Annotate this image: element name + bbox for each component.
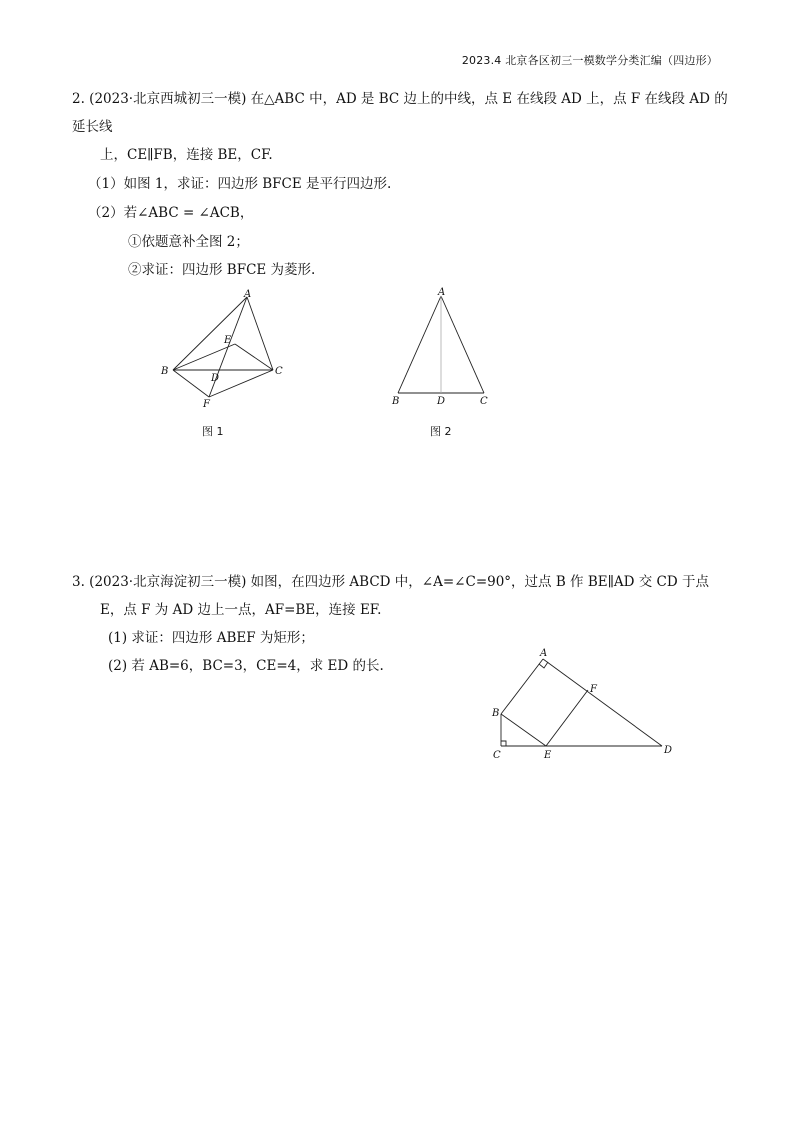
fig3-seg-be	[501, 714, 546, 746]
fig2-seg-ab	[398, 296, 441, 393]
fig1-label-b: B	[161, 366, 169, 377]
problem3-figure	[485, 643, 685, 765]
problem3-line1: 3. (2023·北京海淀初三一模) 如图，在四边形 ABCD 中，∠A=∠C=90°，过点 B 作 BE∥AD 交 CD 于点	[72, 574, 709, 590]
fig3-label-d: D	[664, 745, 673, 756]
figure1-caption: 图 1	[202, 425, 224, 438]
problem2-part2: （2）若∠ABC = ∠ACB，	[88, 205, 254, 221]
fig1-seg-ab	[173, 297, 247, 370]
problem3-line2: E，点 F 为 AD 边上一点，AF=BE，连接 EF.	[100, 602, 382, 618]
problem2-part1: （1）如图 1，求证：四边形 BFCE 是平行四边形.	[88, 176, 392, 192]
fig3-label-e: E	[544, 750, 552, 761]
figure2-caption: 图 2	[430, 425, 452, 438]
page-header: 2023.4 北京各区初三一模数学分类汇编（四边形）	[461, 54, 718, 67]
fig1-label-f: F	[203, 399, 210, 410]
problem2-sub2: ②求证：四边形 BFCE 为菱形.	[128, 262, 316, 278]
fig3-label-f: F	[590, 684, 597, 695]
fig1-seg-ac	[247, 297, 273, 370]
fig3-label-a: A	[540, 648, 548, 659]
fig2-label-b: B	[392, 396, 400, 407]
problem3-part1: (1) 求证：四边形 ABEF 为矩形；	[108, 630, 314, 646]
problem2-figure2	[385, 283, 495, 408]
fig3-right-angle-c	[501, 741, 506, 746]
problem2-line1: 2. (2023·北京西城初三一模) 在△ABC 中，AD 是 BC 边上的中线，点 E 在线段 AD 上，点 F 在线段 AD 的	[72, 91, 728, 107]
fig1-seg-ec	[235, 344, 273, 370]
fig2-label-a: A	[438, 287, 446, 298]
fig2-seg-ac	[441, 296, 484, 393]
fig3-label-c: C	[493, 750, 501, 761]
fig1-label-c: C	[275, 366, 283, 377]
fig1-label-e: E	[224, 335, 232, 346]
problem3-part2: (2) 若 AB=6，BC=3，CE=4，求 ED 的长.	[108, 658, 384, 674]
fig1-seg-bf	[173, 370, 209, 397]
fig1-label-a: A	[244, 289, 252, 300]
fig3-seg-ad	[543, 659, 662, 746]
fig1-seg-be	[173, 344, 235, 370]
fig3-seg-ab	[501, 659, 543, 714]
problem2-figure1	[150, 285, 300, 415]
fig2-label-d: D	[437, 396, 446, 407]
problem2-line3: 上，CE∥FB，连接 BE，CF.	[100, 147, 273, 163]
problem2-sub1: ①依题意补全图 2；	[128, 234, 249, 250]
fig2-label-c: C	[480, 396, 488, 407]
fig1-label-d: D	[211, 373, 220, 384]
fig3-seg-ef	[546, 690, 588, 746]
problem2-line2: 延长线	[72, 119, 113, 135]
fig3-label-b: B	[492, 708, 500, 719]
